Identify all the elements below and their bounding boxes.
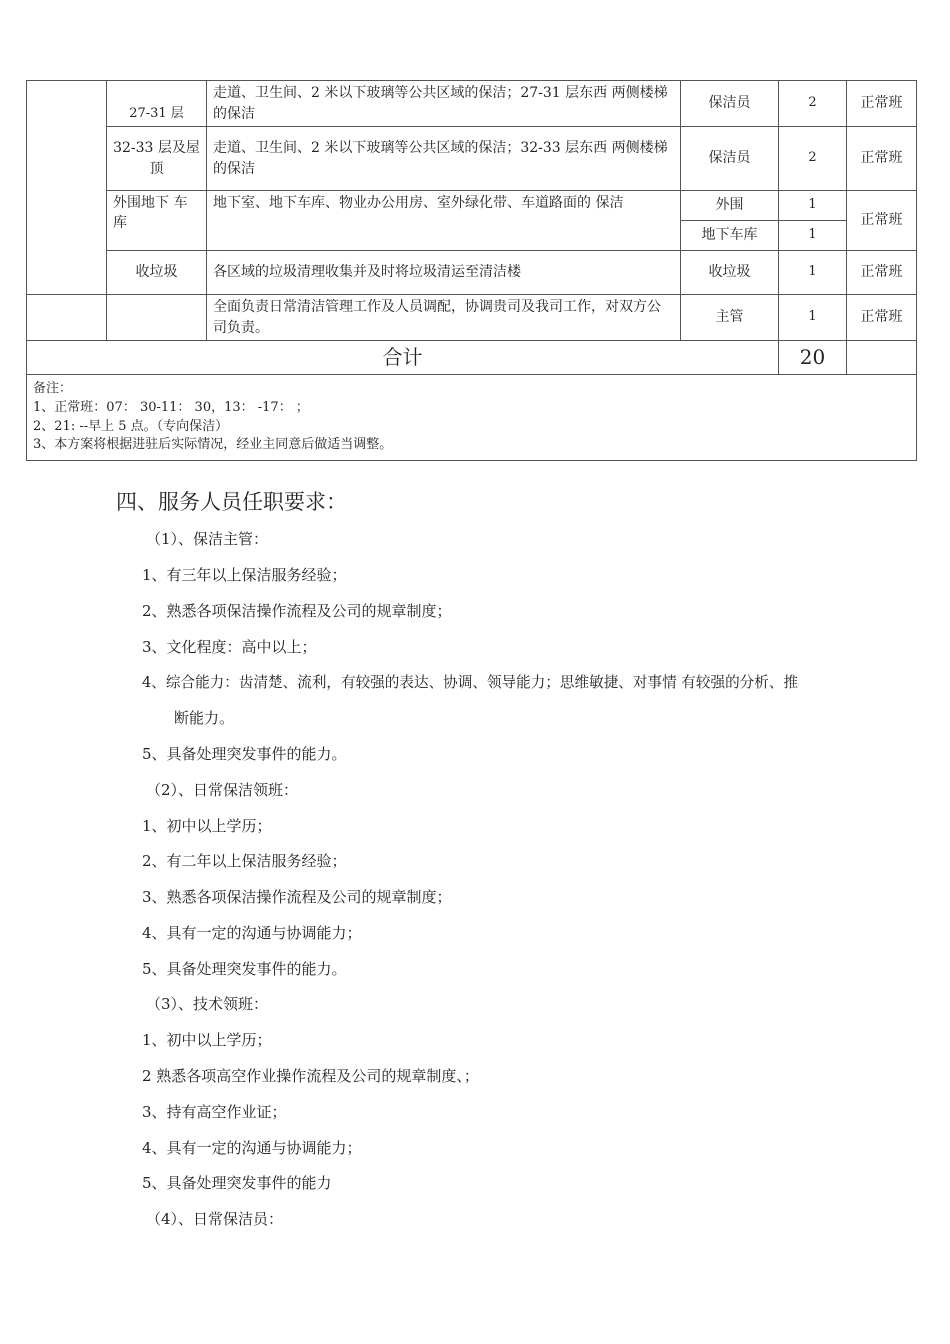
list-item: 1、初中以上学历； — [142, 1031, 272, 1049]
subheading: （3）、技术领班： — [146, 995, 269, 1013]
role-cell: 外围 — [681, 191, 779, 221]
list-item: 5、具备处理突发事件的能力 — [142, 1174, 332, 1192]
area-cell: 27-31 层 — [107, 81, 207, 127]
list-item: 1、初中以上学历； — [142, 817, 272, 835]
role-cell: 收垃圾 — [681, 251, 779, 295]
subheading: （2）、日常保洁领班： — [146, 781, 299, 799]
category-cell — [27, 295, 107, 341]
note-line: 3、本方案将根据进驻后实际情况，经业主同意后做适当调整。 — [33, 437, 393, 453]
role-cell: 地下车库 — [681, 221, 779, 251]
subheading: （1）、保洁主管： — [146, 530, 269, 548]
shift-cell: 正常班 — [847, 127, 917, 191]
category-cell — [27, 81, 107, 295]
list-item: 5、具备处理突发事件的能力。 — [142, 745, 347, 763]
role-cell: 保洁员 — [681, 127, 779, 191]
list-item: 2、熟悉各项保洁操作流程及公司的规章制度； — [142, 602, 452, 620]
list-item-continuation: 断能力。 — [174, 709, 235, 727]
list-item: 3、熟悉各项保洁操作流程及公司的规章制度； — [142, 888, 452, 906]
description-cell: 地下室、地下车库、物业办公用房、室外绿化带、车道路面的 保洁 — [207, 191, 681, 251]
shift-cell: 正常班 — [847, 191, 917, 251]
total-label: 合计 — [27, 341, 779, 375]
subheading: （4）、日常保洁员： — [146, 1210, 284, 1228]
shift-cell: 正常班 — [847, 251, 917, 295]
description-cell: 全面负责日常清洁管理工作及人员调配，协调贵司及我司工作，对双方公司负责。 — [207, 295, 681, 341]
note-line: 1、正常班：07： 30-11： 30，13： -17： ； — [33, 399, 309, 415]
list-item: 3、文化程度：高中以上； — [142, 638, 317, 656]
list-item: 4、综合能力：齿清楚、流利，有较强的表达、协调、领导能力；思维敏捷、对事情 有较强的分析、推 — [142, 674, 799, 691]
shift-cell: 正常班 — [847, 295, 917, 341]
list-item: 2、有二年以上保洁服务经验； — [142, 852, 347, 870]
count-cell: 1 — [779, 295, 847, 341]
section-heading: 四、服务人员任职要求： — [116, 490, 347, 514]
list-item: 3、持有高空作业证； — [142, 1103, 287, 1121]
list-item: 1、有三年以上保洁服务经验； — [142, 566, 347, 584]
notes-heading: 备注： — [33, 380, 73, 396]
shift-cell: 正常班 — [847, 81, 917, 127]
notes-cell — [27, 375, 917, 461]
role-cell: 主管 — [681, 295, 779, 341]
description-cell: 走道、卫生间、2 米以下玻璃等公共区域的保洁；32-33 层东西 两侧楼梯的保洁 — [207, 127, 681, 191]
staffing-table — [26, 80, 917, 461]
list-item: 4、具有一定的沟通与协调能力； — [142, 1139, 362, 1157]
table-row — [27, 295, 917, 341]
area-cell: 外围地下 车库 — [107, 191, 207, 251]
description-cell: 走道、卫生间、2 米以下玻璃等公共区域的保洁；27-31 层东西 两侧楼梯的保洁 — [207, 81, 681, 127]
table-row — [27, 191, 917, 221]
area-cell: 收垃圾 — [107, 251, 207, 295]
note-line: 2、21: --早上 5 点。（专向保洁） — [33, 418, 229, 434]
count-cell: 1 — [779, 251, 847, 295]
total-empty-cell — [847, 341, 917, 375]
count-cell: 2 — [779, 81, 847, 127]
description-cell: 各区域的垃圾清理收集并及时将垃圾清运至清洁楼 — [207, 251, 681, 295]
table-row — [27, 81, 917, 127]
count-cell: 2 — [779, 127, 847, 191]
list-item: 5、具备处理突发事件的能力。 — [142, 960, 347, 978]
area-cell: 32-33 层及屋顶 — [107, 127, 207, 191]
total-value: 20 — [779, 341, 847, 375]
total-row — [27, 341, 917, 375]
table-row — [27, 251, 917, 295]
count-cell: 1 — [779, 221, 847, 251]
list-item: 2 熟悉各项高空作业操作流程及公司的规章制度、； — [142, 1067, 479, 1085]
table-row — [27, 127, 917, 191]
list-item: 4、具有一定的沟通与协调能力； — [142, 924, 362, 942]
role-cell: 保洁员 — [681, 81, 779, 127]
notes-row — [27, 375, 917, 461]
count-cell: 1 — [779, 191, 847, 221]
area-cell — [107, 295, 207, 341]
